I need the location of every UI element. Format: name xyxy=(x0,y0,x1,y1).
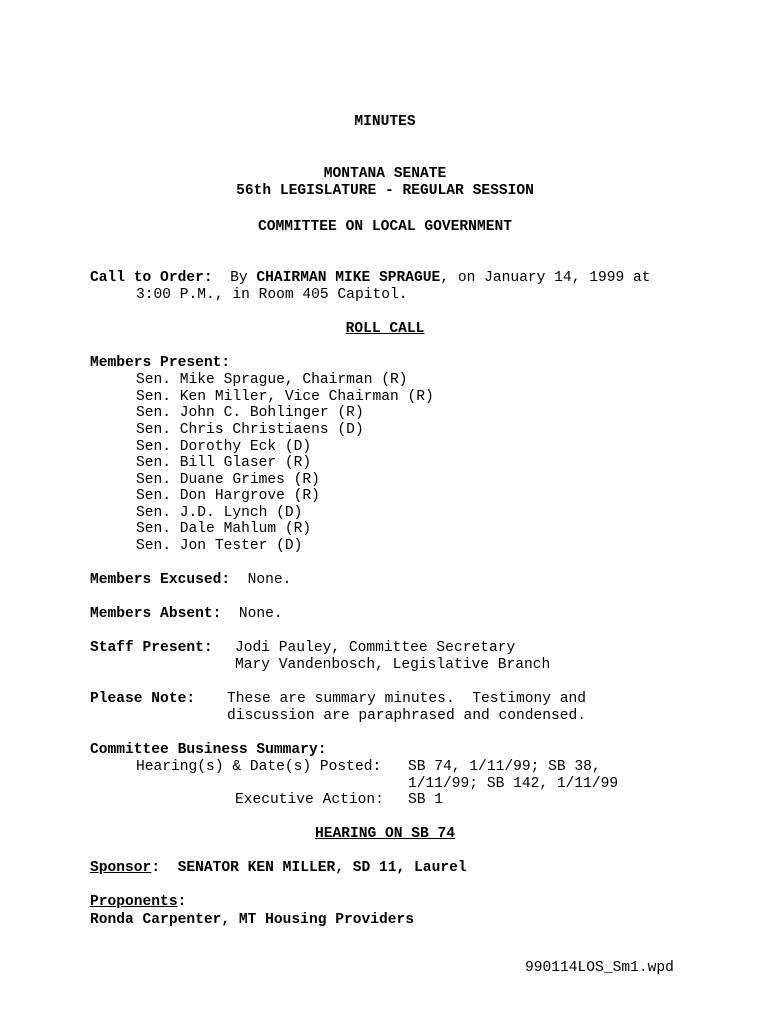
member-item: Sen. Bill Glaser (R) xyxy=(136,455,312,471)
staff-present-label: Staff Present: xyxy=(90,640,213,656)
call-to-order-line1 xyxy=(90,270,651,287)
hearing-dates-label: Hearing(s) & Date(s) Posted: xyxy=(136,759,382,775)
please-note-line1: These are summary minutes. Testimony and xyxy=(227,691,587,707)
hearing-dates-line2: 1/11/99; SB 142, 1/11/99 xyxy=(408,776,619,792)
member-item: Sen. Mike Sprague, Chairman (R) xyxy=(136,372,408,388)
members-present-label: Members Present: xyxy=(90,355,231,371)
chairman-name: CHAIRMAN MIKE SPRAGUE xyxy=(256,270,441,286)
member-item: Sen. J.D. Lynch (D) xyxy=(136,505,303,521)
member-item: Sen. Dorothy Eck (D) xyxy=(136,439,312,455)
executive-action-label: Executive Action: xyxy=(235,792,384,808)
members-excused-value: None. xyxy=(247,572,292,588)
sponsor-value: SENATOR KEN MILLER, SD 11, Laurel xyxy=(177,860,467,876)
committee-title: COMMITTEE ON LOCAL GOVERNMENT xyxy=(258,219,512,235)
call-to-order-rest: , on January 14, 1999 at xyxy=(440,270,651,286)
call-to-order-line2: 3:00 P.M., in Room 405 Capitol. xyxy=(136,287,408,303)
hearing-title: HEARING ON SB 74 xyxy=(314,826,456,842)
members-excused xyxy=(90,572,291,589)
member-item: Sen. Jon Tester (D) xyxy=(136,538,303,554)
hearing-dates-line1: SB 74, 1/11/99; SB 38, xyxy=(408,759,601,775)
member-item: Sen. Chris Christiaens (D) xyxy=(136,422,364,438)
senate-title: MONTANA SENATE xyxy=(323,166,447,182)
staff-present-line2: Mary Vandenbosch, Legislative Branch xyxy=(235,657,551,673)
member-item: Sen. Ken Miller, Vice Chairman (R) xyxy=(136,389,434,405)
member-item: Sen. Dale Mahlum (R) xyxy=(136,521,312,537)
please-note-line2: discussion are paraphrased and condensed. xyxy=(227,708,587,724)
proponent-item: Ronda Carpenter, MT Housing Providers xyxy=(90,912,415,928)
proponents-label: Proponents xyxy=(90,894,178,910)
sponsor-label: Sponsor xyxy=(90,860,152,876)
proponents-label-line: Proponents: xyxy=(90,894,187,910)
member-item: Sen. Don Hargrove (R) xyxy=(136,488,320,504)
business-summary-label: Committee Business Summary: xyxy=(90,742,327,758)
legislature-title: 56th LEGISLATURE - REGULAR SESSION xyxy=(236,183,534,199)
members-excused-label: Members Excused: xyxy=(90,572,231,588)
doc-heading: MINUTES xyxy=(354,114,416,130)
staff-present-line1: Jodi Pauley, Committee Secretary xyxy=(235,640,516,656)
members-absent-value: None. xyxy=(238,606,283,622)
roll-call-heading: ROLL CALL xyxy=(345,321,425,337)
footer-filename: 990114LOS_Sm1.wpd xyxy=(525,960,674,976)
member-item: Sen. Duane Grimes (R) xyxy=(136,472,320,488)
members-absent xyxy=(90,606,283,623)
call-to-order-label: Call to Order: xyxy=(90,270,213,286)
sponsor-line: Sponsor: SENATOR KEN MILLER, SD 11, Laurel xyxy=(90,860,467,876)
please-note-label: Please Note: xyxy=(90,691,196,707)
call-to-order-by: By xyxy=(230,270,248,286)
members-absent-label: Members Absent: xyxy=(90,606,222,622)
executive-action-value: SB 1 xyxy=(408,792,444,808)
member-item: Sen. John C. Bohlinger (R) xyxy=(136,405,364,421)
